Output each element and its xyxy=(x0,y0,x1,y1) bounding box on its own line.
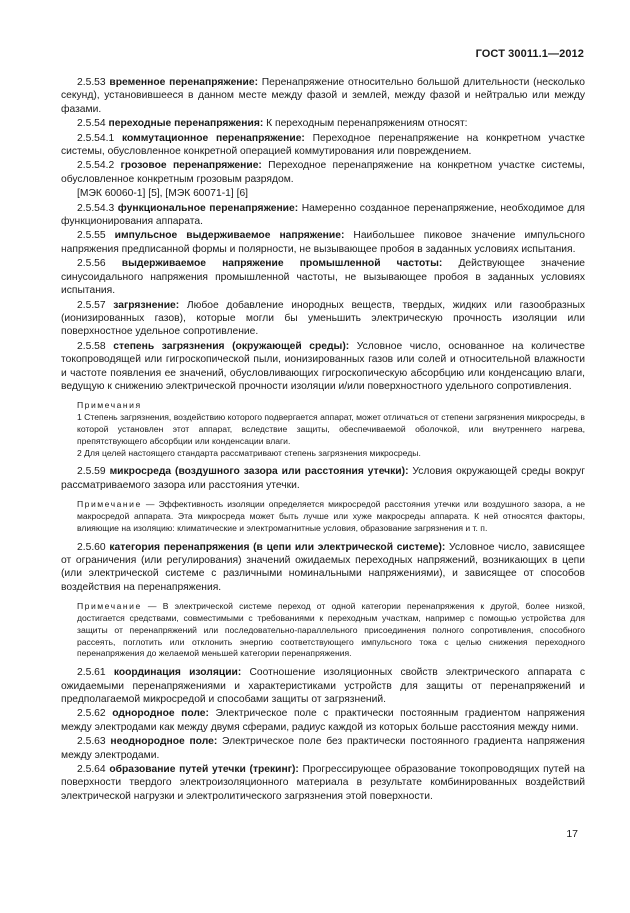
page-number: 17 xyxy=(566,828,578,840)
definition-paragraph xyxy=(61,76,585,116)
document-header-standard: ГОСТ 30011.1—2012 xyxy=(475,48,584,60)
clause-number: 2.5.57 xyxy=(77,299,106,311)
definition-text: Прогрессирующее образование токопроводящих путей на поверхности твердого электроизоляционного материала в результате комбинированных воздействий электрической нагрузки и электролитического загрязнения этой поверхности. xyxy=(61,763,585,802)
notes-heading: Примечания xyxy=(77,400,142,411)
note-item-1: 1 Степень загрязнения, воздействию которого подвергается аппарат, может отличаться от степени загрязнения микросреды, в которой установлен этот аппарат, вследствие защиты, обеспечиваемой оболочкой, или внутреннего нагрева, препятствующего абсорбции или конденсации влаги. xyxy=(77,412,585,446)
definition-paragraph xyxy=(61,117,585,130)
document-body xyxy=(61,76,585,804)
definition-text: Намеренно созданное перенапряжение, необходимое для функционирования аппарата. xyxy=(61,202,585,228)
clause-number: 2.5.56 xyxy=(77,258,106,270)
term: переходные перенапряжения: xyxy=(108,118,264,130)
definition-paragraph xyxy=(61,735,585,762)
term: координация изоляции: xyxy=(113,667,242,679)
clause-number: 2.5.54.1 xyxy=(77,132,115,144)
clause-number: 2.5.54 xyxy=(77,118,106,130)
clause-number: 2.5.64 xyxy=(77,763,106,775)
definitions-block-2 xyxy=(61,666,585,803)
definition-text: К переходным перенапряжениям относят: xyxy=(263,118,468,130)
definition-paragraph xyxy=(61,132,585,159)
term: временное перенапряжение: xyxy=(109,77,258,88)
definition-paragraph xyxy=(61,299,585,339)
note-microenvironment: Примечание — Эффективность изоляции определяется микросредой расстояния утечки или воздушного зазора, а не макросредой аппарата. Эта микросреда может быть лучше или хуже макросреды аппарата. К ней относятся факторы, влияющие на изоляцию: климатические и электромагнитные условия, образование загрязнения и т. п. xyxy=(77,499,585,533)
definitions-block-1 xyxy=(61,76,585,393)
term: однородное поле: xyxy=(112,708,209,720)
term: неоднородное поле: xyxy=(110,736,218,748)
definition-text: Любое добавление инородных веществ, твердых, жидких или газообразных (ионизированных газов), которые могли бы уменьшить электрическую прочность изоляции или поверхностное удельное сопротивление. xyxy=(61,299,585,338)
definition-text: Соотношение изоляционных свойств электрического аппарата с ожидаемыми перенапряжениями и характеристиками устройств для защиты от перенапряжений и предполагаемой микросредой и способами защиты от загрязнений. xyxy=(61,667,585,705)
term: импульсное выдерживаемое напряжение: xyxy=(114,230,345,242)
definition-paragraph xyxy=(61,229,585,256)
term: функциональное перенапряжение: xyxy=(117,202,299,214)
clause-number: 2.5.54.2 xyxy=(77,160,115,172)
clause-number: 2.5.62 xyxy=(77,708,106,720)
definition-text: Переходное перенапряжение на конкретном участке системы, обусловленное конкретной операцией коммутирования или повреждением. xyxy=(61,132,585,158)
definition-text: Наибольшее пиковое значение импульсного напряжения предписанной формы и полярности, не вызывающее пробоя в заданных условиях испытания. xyxy=(61,230,585,255)
definition-paragraph xyxy=(61,187,585,200)
term: грозовое перенапряжение: xyxy=(120,160,262,172)
definition-paragraph xyxy=(61,666,585,706)
definition-text: Электрическое поле с практически постоянным градиентом напряжения между электродами как между двумя сферами, радиус каждой из которых больше расстояния между ними. xyxy=(61,708,585,733)
definition-paragraph xyxy=(61,340,585,394)
term: коммутационное перенапряжение: xyxy=(121,132,305,144)
clause-number: 2.5.53 xyxy=(77,77,106,88)
definition-paragraph xyxy=(61,257,585,297)
definition-paragraph xyxy=(61,202,585,229)
note-item-2: 2 Для целей настоящего стандарта рассматривают степень загрязнения микросреды. xyxy=(77,447,421,458)
definition-text: Условное число, основанное на количестве токопроводящей или гигроскопической пыли, ионизированных газов или солей и относительной влажности и частоте появления ее значений, обусловливающих гигроскопическую абсорбцию или конденсацию влаги, ведущую к снижению электрической прочности изоляции и/или поверхностного удельного сопротивления. xyxy=(61,340,585,392)
definition-paragraph xyxy=(61,763,585,803)
clause-number: 2.5.63 xyxy=(77,736,106,748)
clause-number: 2.5.58 xyxy=(77,340,106,352)
definition-paragraph xyxy=(61,707,585,734)
clause-number: 2.5.61 xyxy=(77,667,106,679)
clause-number: 2.5.55 xyxy=(77,230,106,242)
definition-text: Электрическое поле без практически постоянного градиента напряжения между электродами. xyxy=(61,736,585,761)
definition-text: Перенапряжение относительно большой длительности (несколько секунд), установившееся в данном месте между фазой и землей, между фазой и нейтралью или между фазами. xyxy=(61,77,585,115)
definition-2-5-59: 2.5.59 микросреда (воздушного зазора или расстояния утечки): Условия окружающей среды вокруг рассматриваемого зазора или расстояния утечки. xyxy=(61,466,585,491)
term: выдерживаемое напряжение промышленной частоты: xyxy=(121,258,443,270)
term: образование путей утечки (трекинг): xyxy=(109,763,299,775)
definition-2-5-60: 2.5.60 категория перенапряжения (в цепи или электрической системе): Условное число, зависящее от ограничения (или регулирования) значений ожидаемых переходных напряжений, возникающих в цепи (или электрической системе с различными номинальными напряжениями), и зависящее от способов воздействия на перенапряжения. xyxy=(61,541,585,593)
definition-text: [МЭК 60060-1] [5], [МЭК 60071-1] [6] xyxy=(77,188,249,200)
term: загрязнение: xyxy=(113,299,180,311)
term: степень загрязнения (окружающей среды): xyxy=(113,340,350,352)
definition-paragraph xyxy=(61,159,585,186)
note-overvoltage-category: Примечание — В электрической системе переход от одной категории перенапряжения к другой, более низкой, достигается средствами, совместимыми с требованиями к переходным участкам, например с помощью устройства для защиты от перенапряжений или последовательно-параллельного присоединения полного сопротивления, способного рассеять, поглотить или отклонить энергию соответствующего импульсного тока с целью снижения переходного перенапряжения до желаемой меньшей категории перенапряжения. xyxy=(77,601,585,659)
clause-number: 2.5.54.3 xyxy=(77,202,115,214)
definition-text: Действующее значение синусоидального напряжения промышленной частоты, не вызывающее пробоя в заданных условиях испытания. xyxy=(61,258,585,297)
definition-text: Переходное перенапряжение на конкретном участке системы, обусловленное конкретным грозовым разрядом. xyxy=(61,160,585,185)
notes-block-1 xyxy=(61,400,585,459)
